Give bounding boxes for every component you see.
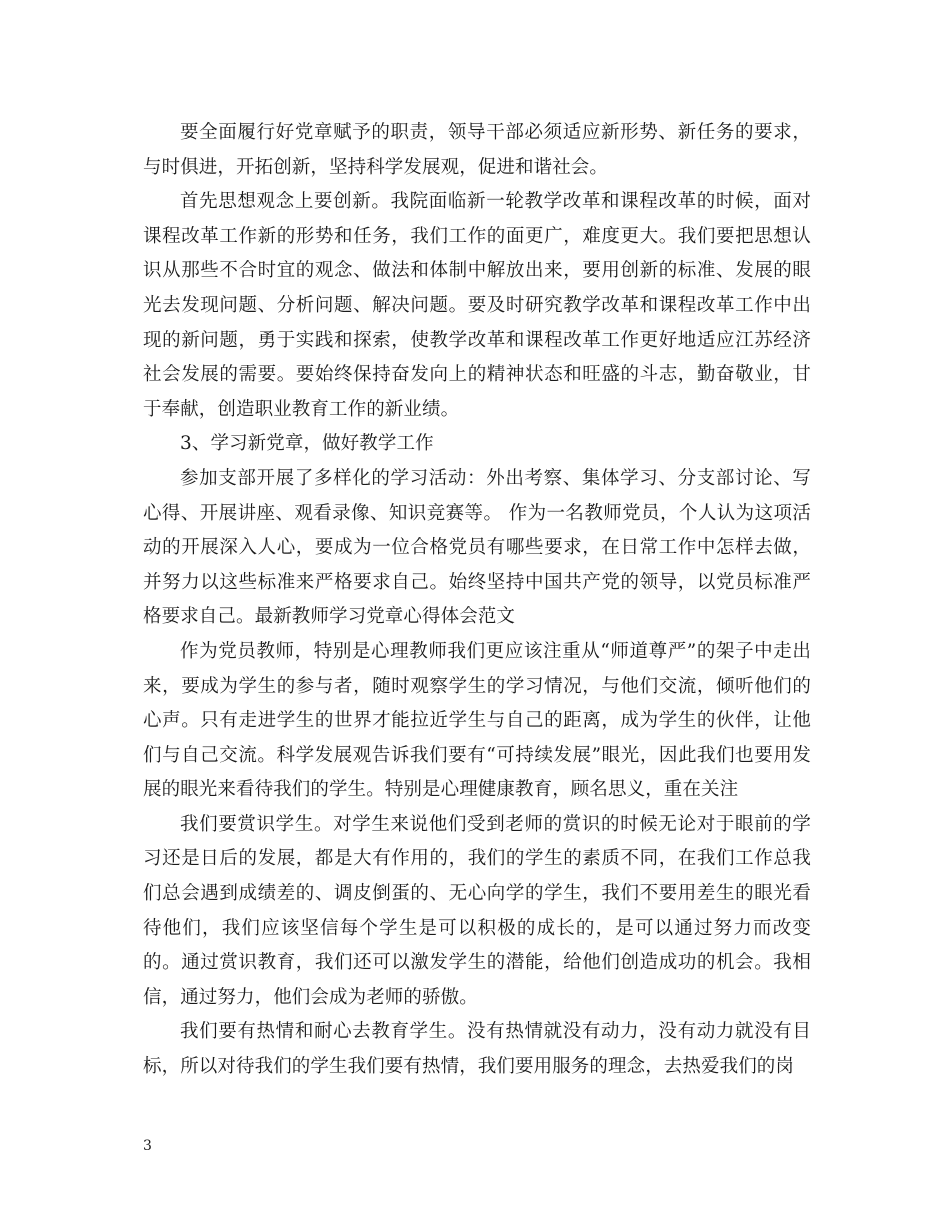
paragraph-enthusiasm: 我们要有热情和耐心去教育学生。没有热情就没有动力，没有动力就没有目标，所以对待我们的学生我们要有热情，我们要用服务的理念，去热爱我们的岗 bbox=[143, 1021, 811, 1078]
paragraph-appreciation: 我们要赏识学生。对学生来说他们受到老师的赏识的时候无论对于眼前的学习还是日后的发展，都是大有作用的，我们的学生的素质不同，在我们工作总我们总会遇到成绩差的、调皮倒蛋的、无心向学的学生，我们不要用差生的眼光看待他们，我们应该坚信每个学生是可以积极的成长的，是可以通过努力而改变的。通过赏识教育，我们还可以激发学生的潜能，给他们创造成功的机会。我相信，通过努力，他们会成为老师的骄傲。 bbox=[143, 813, 811, 1008]
page-number: 3 bbox=[143, 1138, 152, 1154]
section-heading-teaching: 3、学习新党章，做好教学工作 bbox=[180, 433, 434, 455]
body-text bbox=[143, 116, 811, 1085]
paragraph-study-activities: 参加支部开展了多样化的学习活动：外出考察、集体学习、分支部讨论、写心得、开展讲座、观看录像、知识竞赛等。 作为一名教师党员，个人认为这项活动的开展深入人心，要成为一位合格党员有哪些要求，在日常工作中怎样去做，并努力以这些标准来严格要求自己。始终坚持中国共产党的领导，以党员标准严格要求自己。最新教师学习党章心得体会范文 bbox=[143, 467, 811, 628]
paragraph-duties: 要全面履行好党章赋予的职责，领导干部必须适应新形势、新任务的要求，与时俱进，开拓创新，坚持科学发展观，促进和谐社会。 bbox=[143, 122, 811, 178]
paragraph-teacher-role: 作为党员教师，特别是心理教师我们更应该注重从“师道尊严”的架子中走出来，要成为学生的参与者，随时观察学生的学习情况，与他们交流，倾听他们的心声。只有走进学生的世界才能拉近学生与自己的距离，成为学生的伙伴，让他们与自己交流。科学发展观告诉我们要有“可持续发展”眼光，因此我们也要用发展的眼光来看待我们的学生。特别是心理健康教育，顾名思义，重在关注 bbox=[143, 640, 811, 801]
paragraph-innovation: 首先思想观念上要创新。我院面临新一轮教学改革和课程改革的时候，面对课程改革工作新的形势和任务，我们工作的面更广，难度更大。我们要把思想认识从那些不合时宜的观念、做法和体制中解放出来，要用创新的标准、发展的眼光去发现问题、分析问题、解决问题。要及时研究教学改革和课程改革工作中出现的新问题，勇于实践和探索，使教学改革和课程改革工作更好地适应江苏经济社会发展的需要。要始终保持奋发向上的精神状态和旺盛的斗志，勤奋敬业，甘于奉献，创造职业教育工作的新业绩。 bbox=[143, 191, 811, 420]
